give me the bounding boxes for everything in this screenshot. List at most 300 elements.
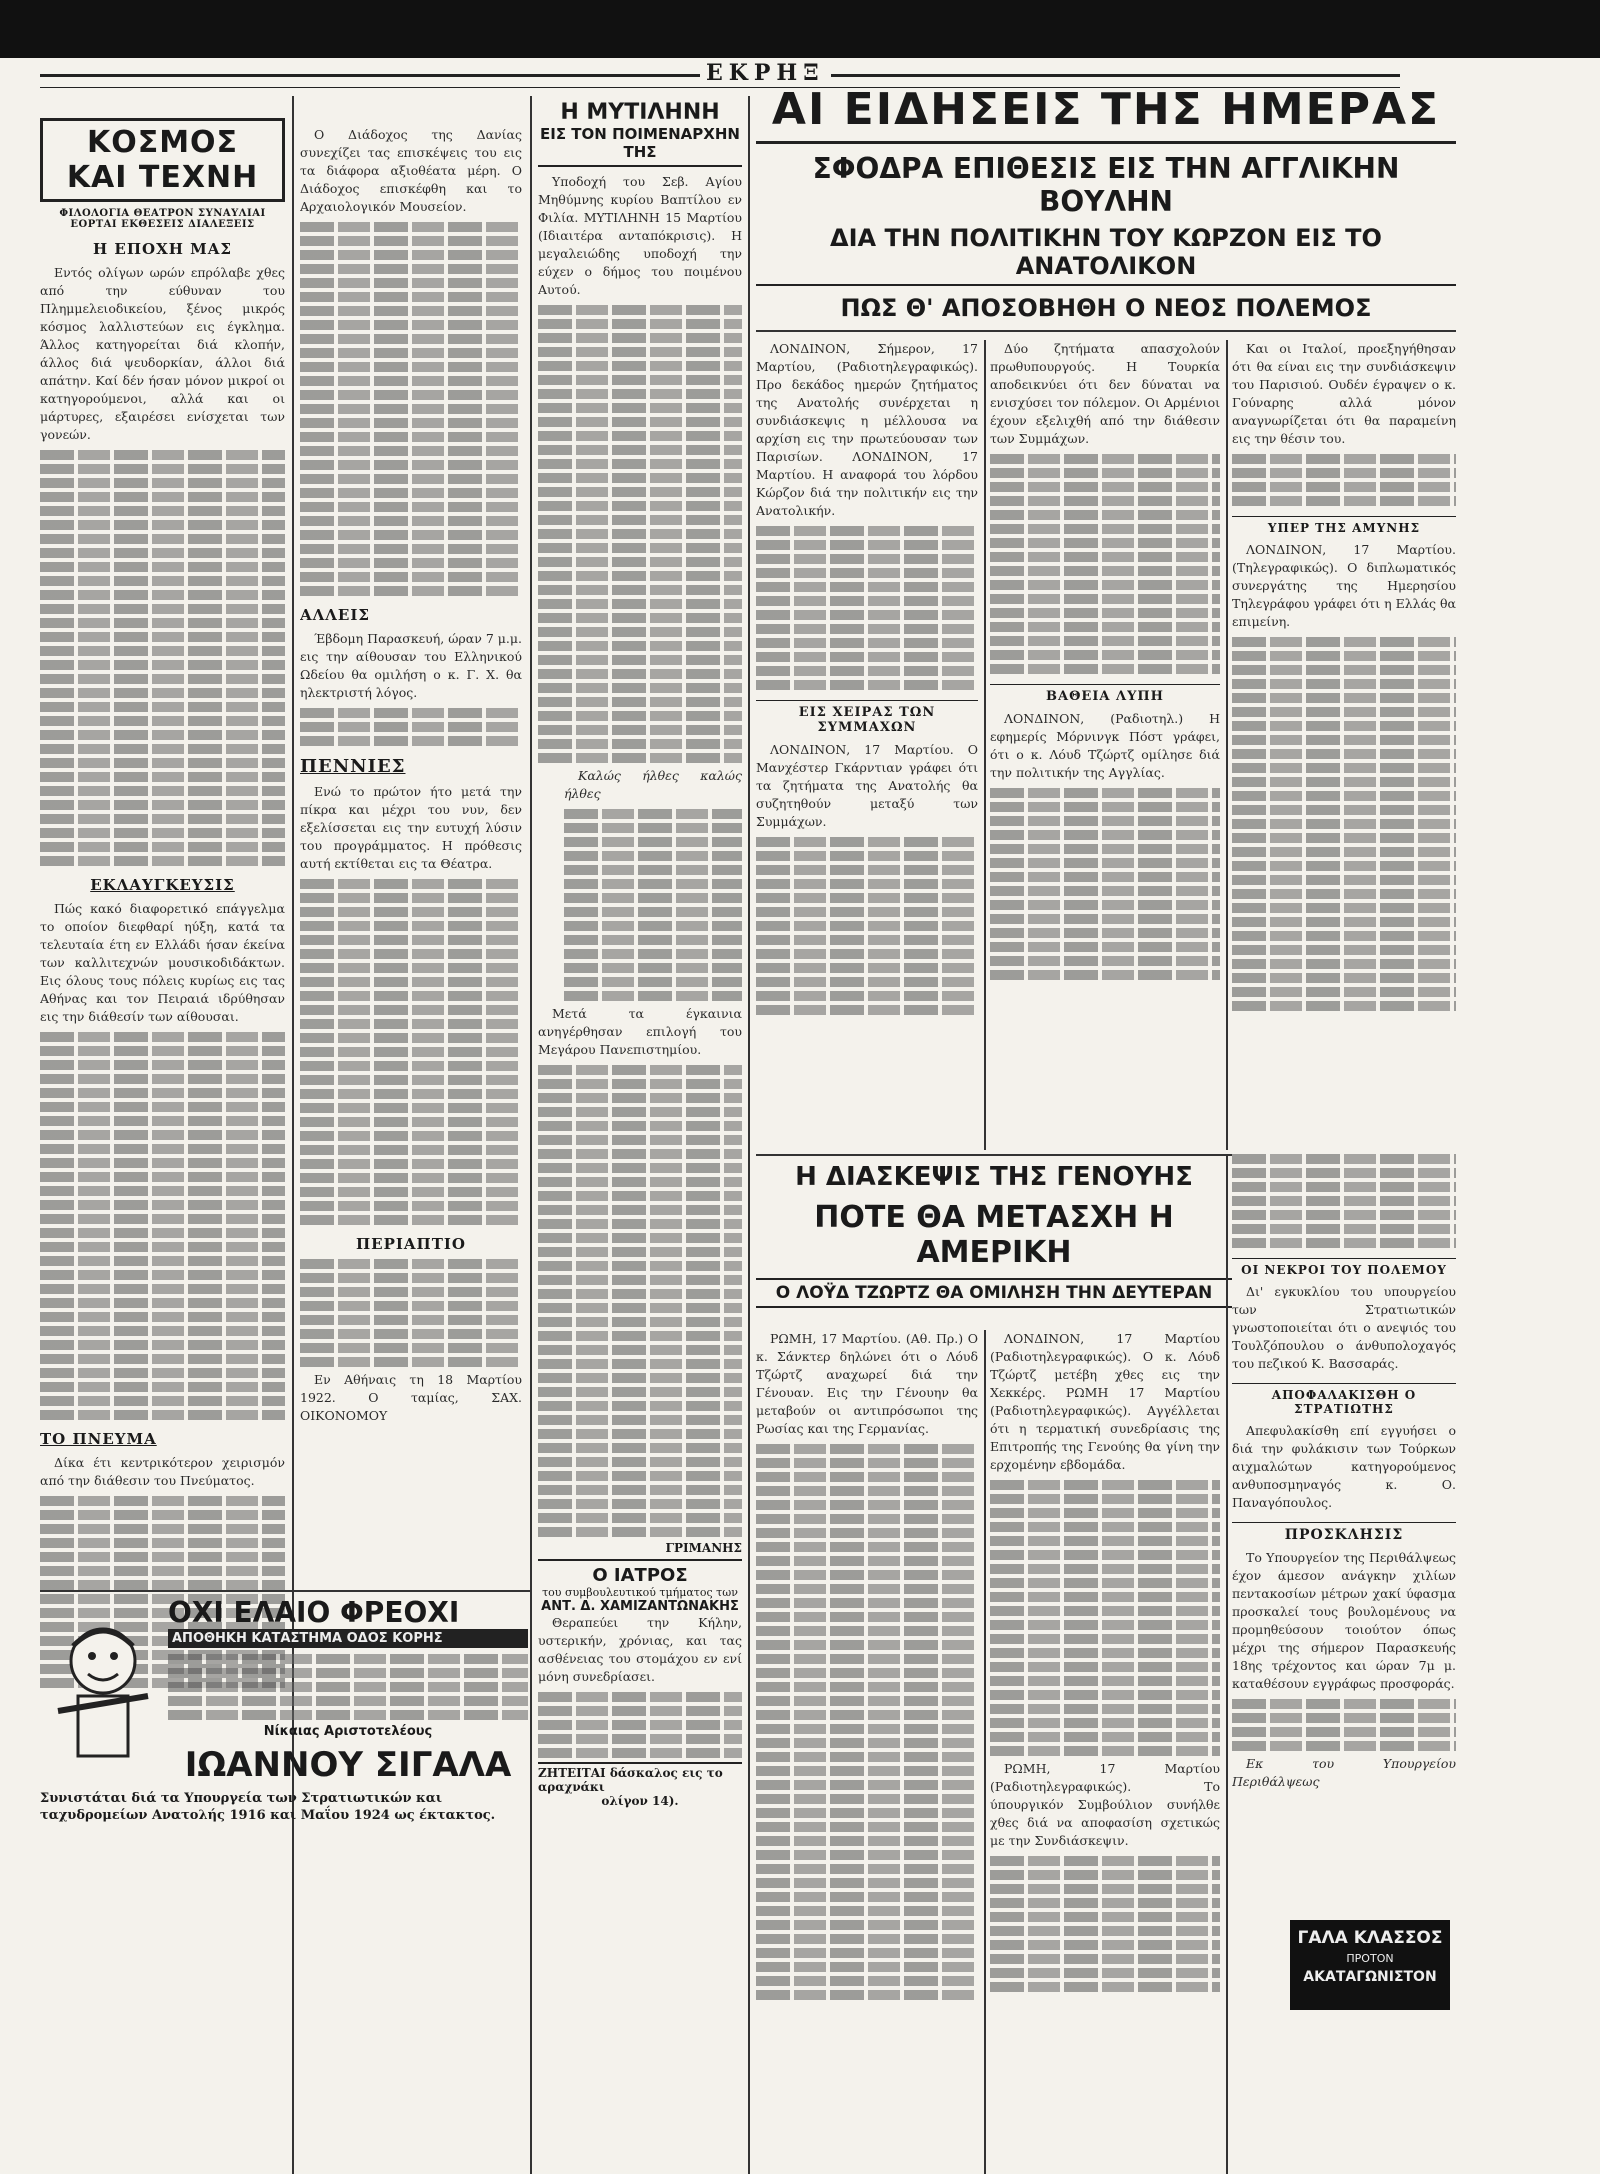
text-line-placeholder	[1232, 959, 1456, 969]
text-line-placeholder	[756, 1458, 978, 1468]
text-line-placeholder	[40, 1326, 285, 1336]
text-line-placeholder	[990, 1592, 1220, 1602]
column-rule	[530, 96, 532, 2174]
text-line-placeholder	[538, 1429, 742, 1439]
text-line-placeholder	[300, 1315, 522, 1325]
text-line-placeholder	[40, 1046, 285, 1056]
text-line-placeholder	[990, 1704, 1220, 1714]
text-line-placeholder	[300, 1287, 522, 1297]
text-line-placeholder	[538, 1734, 742, 1744]
text-line-placeholder	[538, 1373, 742, 1383]
text-line-placeholder	[40, 1102, 285, 1112]
text-line-placeholder	[538, 1275, 742, 1285]
text-line-placeholder	[40, 1340, 285, 1350]
text-line-placeholder	[538, 1457, 742, 1467]
text-line-placeholder	[990, 1940, 1220, 1950]
text-line-placeholder	[990, 928, 1220, 938]
text-line-placeholder	[300, 1357, 522, 1367]
article-body	[756, 741, 978, 1015]
text-line-placeholder	[564, 991, 742, 1001]
text-line-placeholder	[40, 1496, 285, 1506]
text-line-placeholder	[1232, 1210, 1456, 1220]
text-line-placeholder	[990, 1564, 1220, 1574]
text-line-placeholder	[1232, 651, 1456, 661]
text-line-placeholder	[300, 1089, 522, 1099]
text-line-placeholder	[538, 347, 742, 357]
text-line-placeholder	[40, 716, 285, 726]
text-line-placeholder	[168, 1682, 528, 1692]
text-line-placeholder	[990, 942, 1220, 952]
text-line-placeholder	[538, 725, 742, 735]
text-line-placeholder	[990, 552, 1220, 562]
article-body	[538, 173, 742, 763]
text-line-placeholder	[756, 851, 978, 861]
article-paragraph: ΛΟΝΔΙΝΟΝ, 17 Μαρτίου (Ραδιοτηλεγραφικώς). Ο κ. Λόυδ Τζώρτζ μετέβη χθες εις την Χεκκέρς. ΡΩΜΗ 17 Μαρτίου (Ραδιοτηλεγραφικώς). Αγγέλλεται ότι η τερματική συνεδρίασις της Επιτροπής της Γενούης θα γίνη την ερχομένην εβδομάδα.	[990, 1331, 1220, 1472]
text-line-placeholder	[756, 1976, 978, 1986]
text-line-placeholder	[538, 417, 742, 427]
text-line-placeholder	[40, 1144, 285, 1154]
article-signature: Εκ του Υπουργείου Περιθάλψεως	[1232, 1756, 1456, 1789]
text-line-placeholder	[300, 722, 522, 732]
milk-advertisement	[1290, 1920, 1450, 2010]
text-line-placeholder	[538, 459, 742, 469]
column-rule	[984, 1330, 986, 2174]
text-line-placeholder	[756, 1794, 978, 1804]
text-line-placeholder	[990, 1536, 1220, 1546]
article-heading: ΥΠΕΡ ΤΗΣ ΑΜΥΝΗΣ	[1232, 516, 1456, 535]
text-line-placeholder	[564, 977, 742, 987]
text-line-placeholder	[990, 830, 1220, 840]
ad-subline: ΠΡΟΤΟΝ	[1346, 1952, 1394, 1965]
text-line-placeholder	[538, 1289, 742, 1299]
text-line-placeholder	[990, 1884, 1220, 1894]
text-line-placeholder	[990, 1954, 1220, 1964]
text-line-placeholder	[756, 1005, 978, 1015]
text-line-placeholder	[990, 802, 1220, 812]
masthead-title: ΕΚΡΗΞ	[700, 60, 831, 86]
text-line-placeholder	[756, 977, 978, 987]
text-line-placeholder	[40, 702, 285, 712]
text-line-placeholder	[990, 1620, 1220, 1630]
text-line-placeholder	[300, 530, 522, 540]
article-body	[756, 340, 978, 690]
text-line-placeholder	[756, 1696, 978, 1706]
text-line-placeholder	[990, 1746, 1220, 1756]
main-news-header	[756, 84, 1456, 322]
text-line-placeholder	[1232, 987, 1456, 997]
text-line-placeholder	[756, 1990, 978, 2000]
text-line-placeholder	[538, 585, 742, 595]
article-heading: ΑΛΛΕΙΣ	[300, 606, 370, 624]
text-line-placeholder	[756, 1752, 978, 1762]
text-line-placeholder	[990, 858, 1220, 868]
article-heading: ΕΚΛΑΥΓΚΕΥΣΙΣ	[90, 876, 235, 894]
text-line-placeholder	[1232, 1168, 1456, 1178]
text-line-placeholder	[756, 526, 978, 536]
text-line-placeholder	[538, 1720, 742, 1730]
article-paragraph: Ο Διάδοχος της Δανίας συνεχίζει τας επισκέψεις του εις τα διάφορα αξιοθέατα μέρη. Ο Διάδοχος επισκέφθη και το Αρχαιολογικόν Μουσείον.	[300, 127, 522, 214]
text-line-placeholder	[538, 333, 742, 343]
text-line-placeholder	[756, 1444, 978, 1454]
text-line-placeholder	[1232, 665, 1456, 675]
article-body	[756, 1330, 978, 2000]
text-line-placeholder	[756, 540, 978, 550]
text-line-placeholder	[300, 1201, 522, 1211]
text-line-placeholder	[756, 680, 978, 690]
text-line-placeholder	[564, 809, 742, 819]
text-line-placeholder	[538, 1163, 742, 1173]
text-line-placeholder	[756, 963, 978, 973]
text-line-placeholder	[40, 632, 285, 642]
top-scan-band	[0, 0, 1600, 58]
text-line-placeholder	[538, 1415, 742, 1425]
text-line-placeholder	[990, 650, 1220, 660]
text-line-placeholder	[538, 599, 742, 609]
text-line-placeholder	[756, 1640, 978, 1650]
genoa-subheadline: ΠΟΤΕ ΘΑ ΜΕΤΑΣΧΗ Η ΑΜΕΡΙΚΗ	[814, 1200, 1174, 1270]
text-line-placeholder	[756, 582, 978, 592]
article-heading: Η ΕΠΟΧΗ ΜΑΣ	[93, 240, 232, 258]
text-line-placeholder	[40, 688, 285, 698]
main-subheadline: ΠΩΣ Θ' ΑΠΟΣΟΒΗΘΗ Ο ΝΕΟΣ ΠΟΛΕΜΟΣ	[840, 294, 1372, 322]
text-line-placeholder	[538, 669, 742, 679]
text-line-placeholder	[756, 879, 978, 889]
text-line-placeholder	[538, 445, 742, 455]
text-line-placeholder	[756, 1514, 978, 1524]
text-line-placeholder	[756, 1808, 978, 1818]
text-line-placeholder	[538, 1692, 742, 1702]
text-line-placeholder	[756, 1472, 978, 1482]
article-body	[1232, 541, 1456, 1011]
text-line-placeholder	[300, 1343, 522, 1353]
article-heading: ΤΟ ΠΝΕΥΜΑ	[40, 1430, 157, 1448]
text-line-placeholder	[756, 1612, 978, 1622]
text-line-placeholder	[40, 1242, 285, 1252]
text-line-placeholder	[756, 596, 978, 606]
text-line-placeholder	[756, 893, 978, 903]
text-line-placeholder	[1232, 1154, 1456, 1164]
column-mytilene	[538, 96, 742, 1808]
headline-rule	[756, 330, 1456, 332]
text-line-placeholder	[756, 1822, 978, 1832]
text-line-placeholder	[538, 1485, 742, 1495]
text-line-placeholder	[990, 468, 1220, 478]
text-line-placeholder	[990, 914, 1220, 924]
text-line-placeholder	[1232, 1699, 1456, 1709]
article-paragraph: Υποδοχή του Σεβ. Αγίου Μηθύμνης κυρίου Βαπτίλου εν Φιλία. ΜΥΤΙΛΗΝΗ 15 Μαρτίου (Ιδιαιτέρα ανταπόκρισις). Η μεγαλειώδης υποδοχή την εύχεν ο δήμος του ποιμένου Αυτού.	[538, 174, 742, 297]
text-line-placeholder	[990, 1898, 1220, 1908]
text-line-placeholder	[1232, 847, 1456, 857]
text-line-placeholder	[1232, 1238, 1456, 1248]
text-line-placeholder	[300, 879, 522, 889]
text-line-placeholder	[538, 473, 742, 483]
text-line-placeholder	[300, 1047, 522, 1057]
text-line-placeholder	[990, 1662, 1220, 1672]
text-line-placeholder	[40, 842, 285, 852]
text-line-placeholder	[756, 1766, 978, 1776]
text-line-placeholder	[40, 1270, 285, 1280]
text-line-placeholder	[990, 1926, 1220, 1936]
text-line-placeholder	[1232, 1224, 1456, 1234]
article-heading: ΠΕΝΝΙΕΣ	[300, 756, 406, 777]
text-line-placeholder	[538, 529, 742, 539]
text-line-placeholder	[756, 1962, 978, 1972]
text-line-placeholder	[300, 432, 522, 442]
text-line-placeholder	[564, 879, 742, 889]
text-line-placeholder	[168, 1668, 528, 1678]
text-line-placeholder	[300, 1005, 522, 1015]
text-line-placeholder	[756, 1710, 978, 1720]
text-line-placeholder	[990, 816, 1220, 826]
text-line-placeholder	[300, 544, 522, 554]
text-line-placeholder	[1232, 763, 1456, 773]
text-line-placeholder	[990, 1982, 1220, 1992]
text-line-placeholder	[40, 674, 285, 684]
text-line-placeholder	[564, 837, 742, 847]
text-line-placeholder	[300, 236, 522, 246]
article-subheading: ΕΙΣ ΤΟΝ ΠΟΙΜΕΝΑΡΧΗΝ ΤΗΣ	[538, 125, 742, 167]
ad-paragraph: Θεραπεύει την Κήλην, υστερικήν, χρόνιας, και τας ασθένειας του στομάχου εν ενί μόνη συνεδρίασει.	[538, 1615, 742, 1684]
text-line-placeholder	[990, 1718, 1220, 1728]
text-line-placeholder	[168, 1710, 528, 1720]
text-line-placeholder	[300, 1131, 522, 1141]
text-line-placeholder	[300, 572, 522, 582]
text-line-placeholder	[756, 1864, 978, 1874]
text-line-placeholder	[1232, 721, 1456, 731]
text-line-placeholder	[40, 576, 285, 586]
ad-tagline: ΑΚΑΤΑΓΩΝΙΣΤΟΝ	[1303, 1969, 1437, 1985]
text-line-placeholder	[1232, 679, 1456, 689]
text-line-placeholder	[300, 1187, 522, 1197]
text-line-placeholder	[1232, 945, 1456, 955]
child-illustration-icon	[48, 1616, 158, 1766]
text-line-placeholder	[1232, 805, 1456, 815]
text-line-placeholder	[40, 1088, 285, 1098]
text-line-placeholder	[756, 1542, 978, 1552]
text-line-placeholder	[538, 1499, 742, 1509]
text-line-placeholder	[538, 739, 742, 749]
ad-headline: ΓΑΛΑ ΚΛΑΣΣΟΣ	[1297, 1928, 1443, 1948]
text-line-placeholder	[538, 1135, 742, 1145]
text-line-placeholder	[538, 1247, 742, 1257]
text-line-placeholder	[756, 1934, 978, 1944]
text-line-placeholder	[538, 1149, 742, 1159]
text-line-placeholder	[990, 622, 1220, 632]
article-heading: ΒΑΘΕΙΑ ΛΥΠΗ	[990, 684, 1220, 704]
text-line-placeholder	[564, 907, 742, 917]
poem-title: Καλώς ήλθες καλώς ήλθες	[564, 768, 742, 801]
text-line-placeholder	[40, 1538, 285, 1548]
text-line-placeholder	[1232, 637, 1456, 647]
text-line-placeholder	[990, 608, 1220, 618]
text-line-placeholder	[756, 1528, 978, 1538]
text-line-placeholder	[300, 264, 522, 274]
text-line-placeholder	[990, 1508, 1220, 1518]
text-line-placeholder	[538, 1359, 742, 1369]
text-line-placeholder	[40, 1200, 285, 1210]
text-line-placeholder	[990, 956, 1220, 966]
text-line-placeholder	[300, 977, 522, 987]
text-line-placeholder	[1232, 468, 1456, 478]
text-line-placeholder	[40, 450, 285, 460]
text-line-placeholder	[40, 1130, 285, 1140]
text-line-placeholder	[1232, 735, 1456, 745]
text-line-placeholder	[300, 963, 522, 973]
text-line-placeholder	[40, 1284, 285, 1294]
text-line-placeholder	[300, 348, 522, 358]
text-line-placeholder	[40, 520, 285, 530]
text-line-placeholder	[538, 375, 742, 385]
text-line-placeholder	[990, 1634, 1220, 1644]
text-line-placeholder	[990, 1550, 1220, 1560]
article-body	[40, 900, 285, 1420]
text-line-placeholder	[300, 991, 522, 1001]
text-line-placeholder	[990, 454, 1220, 464]
text-line-placeholder	[1232, 819, 1456, 829]
genoa-subheadline: Ο ΛΟΫΔ ΤΖΩΡΤΖ ΘΑ ΟΜΙΛΗΣΗ ΤΗΝ ΔΕΥΤΕΡΑΝ	[756, 1278, 1232, 1308]
text-line-placeholder	[300, 1173, 522, 1183]
text-line-placeholder	[300, 320, 522, 330]
text-line-placeholder	[538, 389, 742, 399]
article-body	[990, 340, 1220, 674]
article-body	[300, 630, 522, 746]
text-line-placeholder	[40, 1228, 285, 1238]
text-line-placeholder	[40, 1510, 285, 1520]
text-line-placeholder	[990, 1494, 1220, 1504]
text-line-placeholder	[538, 711, 742, 721]
article-body	[300, 1259, 522, 1425]
text-line-placeholder	[756, 624, 978, 634]
text-line-placeholder	[1232, 454, 1456, 464]
text-line-placeholder	[40, 1312, 285, 1322]
text-line-placeholder	[564, 823, 742, 833]
text-line-placeholder	[538, 1303, 742, 1313]
column-rule	[292, 96, 294, 2174]
text-line-placeholder	[300, 334, 522, 344]
text-line-placeholder	[40, 590, 285, 600]
text-line-placeholder	[300, 292, 522, 302]
article-paragraph: Ενώ το πρώτον ήτο μετά την πίκρα και μέχρι του νυν, δεν εξελίσσεται εις την ευτυχή λύσιν του προγράμματος. Η πρόθεσις αυτή εκτίθεται εις τα Θέατρα.	[300, 784, 522, 871]
text-line-placeholder	[538, 697, 742, 707]
main-column-2	[990, 340, 1220, 1150]
wanted-heading: ΖΗΤΕΙΤΑΙ δάσκαλος εις το αραχνάκι	[538, 1766, 723, 1794]
text-line-placeholder	[300, 949, 522, 959]
article-body	[300, 783, 522, 1225]
text-line-placeholder	[990, 1870, 1220, 1880]
text-line-placeholder	[300, 1145, 522, 1155]
text-line-placeholder	[538, 431, 742, 441]
text-line-placeholder	[300, 1159, 522, 1169]
text-line-placeholder	[564, 851, 742, 861]
text-line-placeholder	[564, 963, 742, 973]
text-line-placeholder	[40, 786, 285, 796]
text-line-placeholder	[756, 1878, 978, 1888]
signature: ΓΡΙΜΑΝΗΣ	[665, 1541, 742, 1555]
wanted-notice	[538, 1762, 742, 1808]
text-line-placeholder	[300, 1117, 522, 1127]
ad-rule	[40, 1590, 530, 1592]
article-paragraph: Πώς κακό διαφορετικό επάγγελμα το οποίον διεφθαρί ηύξη, κατά τα τελευταία έτη εν Ελλάδι ήσαν έκείνα των καλλιτεχνών μουσικοδιδάκτων. Εις όλους τους πόλεις κυρίως εις τας Αθήνας και τον Πειραιά ιδρύθησαν εις την διάθεσίν των αίθουσαι.	[40, 901, 285, 1024]
text-line-placeholder	[300, 474, 522, 484]
text-line-placeholder	[538, 1219, 742, 1229]
text-line-placeholder	[756, 652, 978, 662]
text-line-placeholder	[538, 501, 742, 511]
ad-subline: ΑΠΟΘΗΚΗ ΚΑΤΑΣΤΗΜΑ ΟΔΟΣ ΚΟΡΗΣ	[168, 1629, 528, 1648]
article-heading: ΕΙΣ ΧΕΙΡΑΣ ΤΩΝ ΣΥΜΜΑΧΩΝ	[756, 700, 978, 735]
text-line-placeholder	[1232, 1196, 1456, 1206]
text-line-placeholder	[990, 594, 1220, 604]
text-line-placeholder	[1232, 1001, 1456, 1011]
text-line-placeholder	[538, 1065, 742, 1075]
text-line-placeholder	[538, 1443, 742, 1453]
text-line-placeholder	[300, 460, 522, 470]
article-body	[1232, 1283, 1456, 1373]
text-line-placeholder	[300, 250, 522, 260]
text-line-placeholder	[538, 1205, 742, 1215]
text-line-placeholder	[756, 1570, 978, 1580]
text-line-placeholder	[300, 1259, 522, 1269]
genoa-headline: Η ΔΙΑΣΚΕΨΙΣ ΤΗΣ ΓΕΝΟΥΗΣ	[795, 1162, 1193, 1192]
article-paragraph: Απεφυλακίσθη επί εγγυήσει ο διά την φυλάκισιν των Τούρκων αιχμαλώτων κατηγορούμενος ανθυποσμηναγός κ. Ο. Παναγόπουλος.	[1232, 1423, 1456, 1510]
ad-merchant-name: ΙΩΑΝΝΟΥ ΣΙΓΑΛΑ	[184, 1745, 512, 1785]
text-line-placeholder	[538, 1527, 742, 1537]
text-line-placeholder	[538, 403, 742, 413]
text-line-placeholder	[168, 1696, 528, 1706]
main-banner: ΑΙ ΕΙΔΗΣΕΙΣ ΤΗΣ ΗΜΕΡΑΣ	[756, 84, 1456, 144]
text-line-placeholder	[756, 1724, 978, 1734]
text-line-placeholder	[40, 1074, 285, 1084]
text-line-placeholder	[756, 638, 978, 648]
text-line-placeholder	[40, 1172, 285, 1182]
text-line-placeholder	[40, 1214, 285, 1224]
text-line-placeholder	[756, 1892, 978, 1902]
text-line-placeholder	[40, 1396, 285, 1406]
article-body	[1232, 1549, 1456, 1791]
text-line-placeholder	[756, 921, 978, 931]
text-line-placeholder	[756, 1836, 978, 1846]
text-line-placeholder	[300, 935, 522, 945]
text-line-placeholder	[538, 515, 742, 525]
text-line-placeholder	[300, 921, 522, 931]
text-line-placeholder	[40, 1116, 285, 1126]
column-kosmos-kai-texni	[40, 96, 285, 1692]
text-line-placeholder	[990, 900, 1220, 910]
text-line-placeholder	[40, 1410, 285, 1420]
text-line-placeholder	[40, 758, 285, 768]
article-body	[1232, 1422, 1456, 1512]
text-line-placeholder	[990, 1732, 1220, 1742]
ad-footer: Συνιστάται διά τα Υπουργεία των Στρατιωτικών και ταχυδρομείων Ανατολής 1916 και Μαΐου 1924 ως έκτακτος.	[40, 1791, 496, 1823]
text-line-placeholder	[756, 907, 978, 917]
text-line-placeholder	[1232, 496, 1456, 506]
text-line-placeholder	[40, 1256, 285, 1266]
article-body	[40, 264, 285, 866]
text-line-placeholder	[756, 568, 978, 578]
article-paragraph: ΛΟΝΔΙΝΟΝ, 17 Μαρτίου. Ο Μανχέστερ Γκάρντιαν γράφει ότι τα ζητήματα της Ανατολής θα συζητηθούν μεταξύ των Συμμάχων.	[756, 742, 978, 829]
text-line-placeholder	[564, 921, 742, 931]
text-line-placeholder	[990, 844, 1220, 854]
text-line-placeholder	[300, 488, 522, 498]
article-paragraph: Εντός ολίγων ωρών επρόλαβε χθες από την εύθυναν του Πλημμελειοδικείου, ξένος μικρός κόσμος λαλλιστεύων εις έγκλημα. Άλλος κατηγορείται διά κλοπήν, άλλος διά ψευδορκίαν, άλλοι διά απάτην. Καί δέν ήσαν μόνον μικροί οι κατηγορούμενοι, αλλά και οι μάρτυρες, εξαιρέσει ενίσχεται των γονεών.	[40, 265, 285, 442]
text-line-placeholder	[990, 1648, 1220, 1658]
article-paragraph: Δι' εγκυκλίου του υπουργείου των Στρατιωτικών γνωστοποιείται ότι ο ανεψιός του Τουλζόπουλου ο άνθυπολοχαγός του πεζικού Κ. Βασσαράς.	[1232, 1284, 1456, 1371]
text-line-placeholder	[300, 1019, 522, 1029]
text-line-placeholder	[40, 1354, 285, 1364]
text-line-placeholder	[1232, 777, 1456, 787]
column-news-briefs	[300, 96, 522, 1431]
text-line-placeholder	[40, 856, 285, 866]
genoa-header	[756, 1162, 1232, 1308]
